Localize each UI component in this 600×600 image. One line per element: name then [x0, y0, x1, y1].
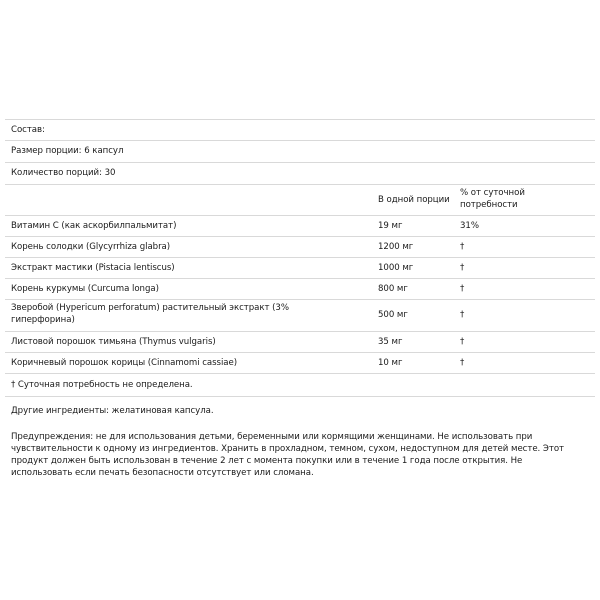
ingredient-daily-value: † — [460, 242, 465, 252]
ingredient-name: Листовой порошок тимьяна (Thymus vulgaris) — [11, 337, 216, 347]
servings-count-row — [5, 163, 595, 185]
table-row — [5, 216, 595, 237]
column-header-daily-value-2: потребности — [460, 200, 518, 210]
ingredient-name: Витамин С (как аскорбилпальмитат) — [11, 221, 177, 231]
ingredient-name: Коричневый порошок корицы (Cinnamomi cassiae) — [11, 358, 238, 368]
table-row — [5, 332, 595, 353]
ingredient-daily-value: † — [460, 358, 465, 368]
composition-row — [5, 119, 595, 141]
footnote-text: † Суточная потребность не определена. — [11, 380, 193, 390]
ingredient-amount: 10 мг — [378, 358, 403, 368]
serving-size-text: Размер порции: 6 капсул — [11, 146, 124, 156]
ingredient-amount: 1200 мг — [378, 242, 414, 252]
ingredient-amount: 1000 мг — [378, 263, 414, 273]
ingredient-daily-value: 31% — [460, 221, 479, 231]
ingredient-daily-value: † — [460, 263, 465, 273]
ingredient-amount: 800 мг — [378, 284, 408, 294]
other-ingredients: Другие ингредиенты: желатиновая капсула. — [11, 406, 214, 416]
ingredient-daily-value: † — [460, 284, 465, 294]
table-row — [5, 279, 595, 300]
ingredient-name-line2: гиперфорина) — [11, 315, 75, 325]
warnings-line: чувствительности к одному из ингредиентов. Хранить в прохладном, темном, сухом, недоступном для детей месте. Этот — [11, 444, 564, 454]
ingredient-amount: 19 мг — [378, 221, 403, 231]
table-header-row — [5, 185, 595, 216]
warnings-line: продукт должен быть использован в течение 2 лет с момента покупки или в течение 1 года после открытия. Не — [11, 456, 523, 466]
table-row — [5, 237, 595, 258]
servings-count-text: Количество порций: 30 — [11, 168, 116, 178]
ingredient-daily-value: † — [460, 310, 465, 320]
ingredient-amount: 35 мг — [378, 337, 403, 347]
column-header-daily-value-1: % от суточной — [460, 188, 525, 198]
ingredient-amount: 500 мг — [378, 310, 408, 320]
ingredient-name-line1: Зверобой (Hypericum perforatum) растительный экстракт (3% — [11, 303, 289, 313]
composition-label: Состав: — [11, 125, 45, 135]
supplement-facts-table — [5, 119, 595, 397]
footnote-row — [5, 374, 595, 397]
warnings-line: Предупреждения: не для использования детьми, беременными или кормящими женщинами. Не использовать при — [11, 432, 533, 442]
table-row — [5, 258, 595, 279]
ingredient-name: Корень солодки (Glycyrrhiza glabra) — [11, 242, 171, 252]
table-row — [5, 300, 595, 332]
warnings-line: использовать если печать безопасности отсутствует или сломана. — [11, 468, 314, 478]
table-row — [5, 353, 595, 374]
column-header-amount: В одной порции — [378, 195, 450, 205]
ingredient-name: Корень куркумы (Curcuma longa) — [11, 284, 159, 294]
serving-size-row — [5, 141, 595, 163]
ingredient-daily-value: † — [460, 337, 465, 347]
ingredient-name: Экстракт мастики (Pistacia lentiscus) — [11, 263, 175, 273]
